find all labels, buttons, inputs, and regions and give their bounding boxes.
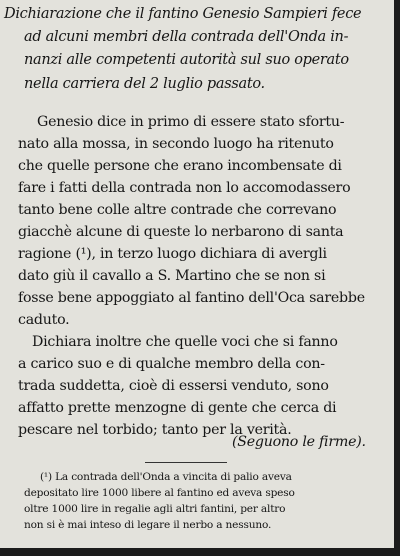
paragraph-1-line-9: fosse bene appoggiato al fantino dell'Oca sarebbe (18, 290, 365, 306)
paragraph-1-line-4: fare i fatti della contrada non lo accomodassero (18, 180, 351, 196)
paragraph-1-line-3: che quelle persone che erano incombensate di (18, 158, 342, 174)
footnote-line-3: oltre 1000 lire in regalie agli altri fantini, per altro (24, 503, 286, 515)
paragraph-1-line-5: tanto bene colle altre contrade che correvano (18, 202, 337, 218)
paragraph-2-line-2: a carico suo e di qualche membro della con- (18, 356, 325, 372)
paragraph-1-line-6: giacchè alcune di queste lo nerbarono di santa (18, 224, 344, 240)
footnote-line-4: non si è mai inteso di legare il nerbo a nessuno. (24, 519, 272, 531)
paragraph-1-line-7: ragione (¹), in terzo luogo dichiara di avergli (18, 246, 327, 262)
paragraph-1-line-10: caduto. (18, 312, 70, 328)
paragraph-2-line-3: trada suddetta, cioè di essersi venduto, sono (18, 378, 329, 394)
footnote-rule (145, 462, 227, 463)
footnote-line-1: (¹) La contrada dell'Onda a vincita di palio aveva (40, 471, 292, 483)
header-line-1: Dichiarazione che il fantino Genesio Sampieri fece (4, 6, 362, 22)
scan-edge-bottom (0, 548, 400, 556)
paragraph-1-line-8: dato giù il cavallo a S. Martino che se non si (18, 268, 326, 284)
paragraph-1-line-2: nato alla mossa, in secondo luogo ha ritenuto (18, 136, 334, 152)
paragraph-1-line-1: Genesio dice in primo di essere stato sfortu- (37, 114, 345, 130)
header-line-2: ad alcuni membri della contrada dell'Onda in- (24, 29, 349, 45)
footnote-line-2: depositato lire 1000 libere al fantino ed aveva speso (24, 487, 295, 499)
header-line-4: nella carriera del 2 luglio passato. (24, 76, 265, 92)
paragraph-2-line-1: Dichiara inoltre che quelle voci che si fanno (32, 334, 338, 350)
scan-edge-right (394, 0, 400, 556)
paragraph-2-line-5: pescare nel torbido; tanto per la verità. (18, 422, 292, 438)
paragraph-2-line-4: affatto prette menzogne di gente che cerca di (18, 400, 337, 416)
signature-note: (Seguono le firme). (232, 434, 366, 450)
header-line-3: nanzi alle competenti autorità sul suo operato (24, 52, 349, 68)
